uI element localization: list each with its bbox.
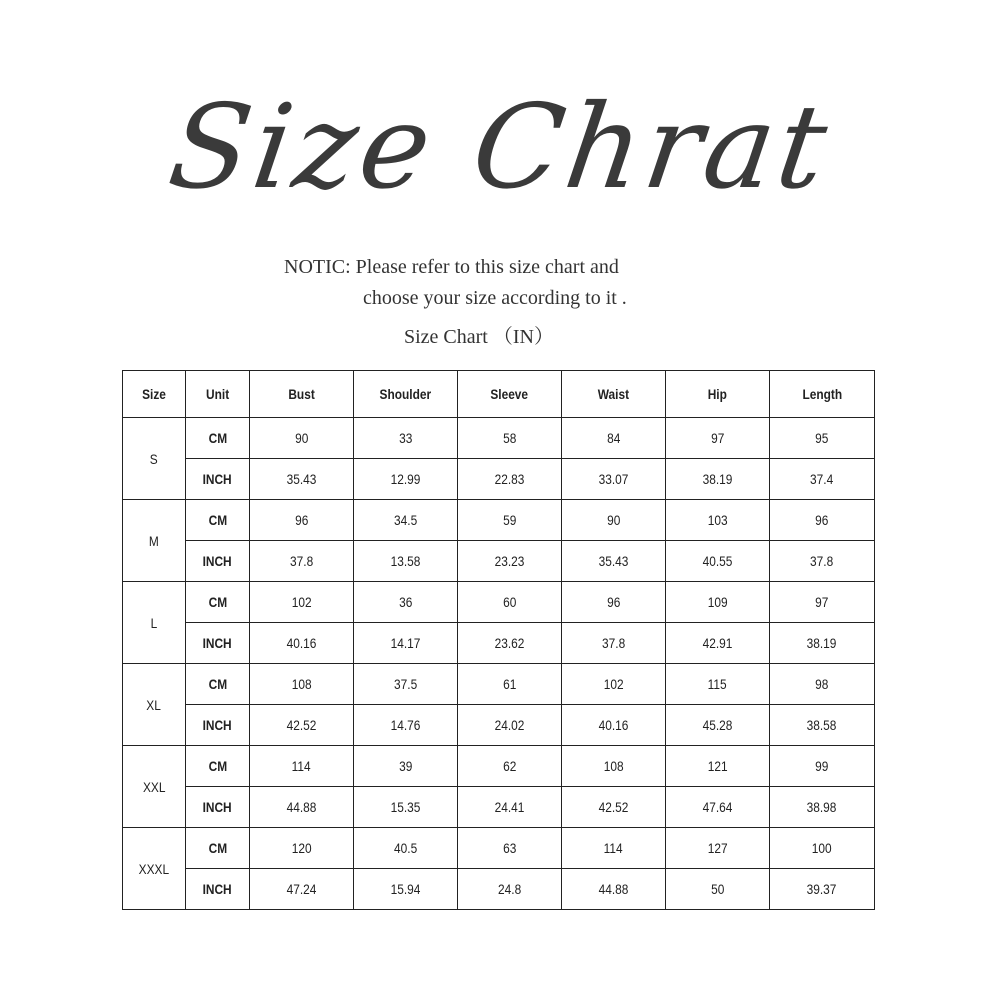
- value-cell: 37.5: [354, 664, 458, 705]
- header-shoulder: Shoulder: [354, 371, 458, 418]
- table-row: [123, 664, 875, 705]
- value-cell: 23.62: [458, 623, 562, 664]
- value-cell: 12.99: [354, 459, 458, 500]
- value-cell: 34.5: [354, 500, 458, 541]
- value-cell: 39: [354, 746, 458, 787]
- header-hip: Hip: [666, 371, 770, 418]
- unit-cell: CM: [186, 582, 250, 623]
- value-cell: 37.8: [770, 541, 875, 582]
- value-cell: 15.94: [354, 869, 458, 910]
- value-cell: 47.64: [666, 787, 770, 828]
- value-cell: 38.19: [770, 623, 875, 664]
- value-cell: 84: [562, 418, 666, 459]
- value-cell: 50: [666, 869, 770, 910]
- table-row: [123, 787, 875, 828]
- value-cell: 42.52: [562, 787, 666, 828]
- value-cell: 60: [458, 582, 562, 623]
- table-row: [123, 418, 875, 459]
- header-waist: Waist: [562, 371, 666, 418]
- value-cell: 44.88: [250, 787, 354, 828]
- unit-cell: INCH: [186, 459, 250, 500]
- value-cell: 102: [562, 664, 666, 705]
- value-cell: 59: [458, 500, 562, 541]
- value-cell: 121: [666, 746, 770, 787]
- value-cell: 42.91: [666, 623, 770, 664]
- value-cell: 97: [770, 582, 875, 623]
- table-body: [123, 418, 875, 910]
- header-sleeve: Sleeve: [458, 371, 562, 418]
- value-cell: 38.19: [666, 459, 770, 500]
- value-cell: 40.55: [666, 541, 770, 582]
- value-cell: 42.52: [250, 705, 354, 746]
- header-bust: Bust: [250, 371, 354, 418]
- size-cell: XXXL: [123, 828, 186, 910]
- unit-cell: CM: [186, 828, 250, 869]
- value-cell: 23.23: [458, 541, 562, 582]
- unit-cell: INCH: [186, 541, 250, 582]
- page-title: Size Chrat: [161, 80, 839, 215]
- value-cell: 108: [250, 664, 354, 705]
- size-cell: L: [123, 582, 186, 664]
- size-cell: S: [123, 418, 186, 500]
- table-row: [123, 869, 875, 910]
- header-unit: Unit: [186, 371, 250, 418]
- value-cell: 127: [666, 828, 770, 869]
- value-cell: 44.88: [562, 869, 666, 910]
- table-row: [123, 746, 875, 787]
- value-cell: 36: [354, 582, 458, 623]
- value-cell: 40.16: [250, 623, 354, 664]
- size-cell: XXL: [123, 746, 186, 828]
- value-cell: 14.17: [354, 623, 458, 664]
- size-chart-unit-label: Size Chart （IN）: [404, 326, 554, 348]
- value-cell: 45.28: [666, 705, 770, 746]
- unit-cell: INCH: [186, 869, 250, 910]
- value-cell: 13.58: [354, 541, 458, 582]
- value-cell: 47.24: [250, 869, 354, 910]
- unit-cell: INCH: [186, 705, 250, 746]
- size-cell: M: [123, 500, 186, 582]
- value-cell: 95: [770, 418, 875, 459]
- value-cell: 97: [666, 418, 770, 459]
- value-cell: 98: [770, 664, 875, 705]
- size-chart-table: [122, 370, 875, 910]
- value-cell: 14.76: [354, 705, 458, 746]
- unit-cell: CM: [186, 664, 250, 705]
- table-row: [123, 705, 875, 746]
- size-cell: XL: [123, 664, 186, 746]
- value-cell: 96: [250, 500, 354, 541]
- value-cell: 38.98: [770, 787, 875, 828]
- value-cell: 24.8: [458, 869, 562, 910]
- table-row: [123, 500, 875, 541]
- value-cell: 90: [562, 500, 666, 541]
- unit-cell: CM: [186, 746, 250, 787]
- table-row: [123, 582, 875, 623]
- value-cell: 114: [562, 828, 666, 869]
- value-cell: 22.83: [458, 459, 562, 500]
- value-cell: 90: [250, 418, 354, 459]
- value-cell: 35.43: [562, 541, 666, 582]
- table-header-row: [123, 371, 875, 418]
- value-cell: 24.02: [458, 705, 562, 746]
- value-cell: 96: [770, 500, 875, 541]
- value-cell: 33.07: [562, 459, 666, 500]
- table-row: [123, 623, 875, 664]
- header-length: Length: [770, 371, 875, 418]
- unit-cell: CM: [186, 418, 250, 459]
- value-cell: 114: [250, 746, 354, 787]
- value-cell: 35.43: [250, 459, 354, 500]
- notice-text-line-1: NOTIC: Please refer to this size chart and: [284, 256, 619, 278]
- table-row: [123, 459, 875, 500]
- value-cell: 39.37: [770, 869, 875, 910]
- value-cell: 102: [250, 582, 354, 623]
- unit-cell: CM: [186, 500, 250, 541]
- value-cell: 115: [666, 664, 770, 705]
- value-cell: 96: [562, 582, 666, 623]
- value-cell: 37.8: [250, 541, 354, 582]
- value-cell: 24.41: [458, 787, 562, 828]
- value-cell: 40.16: [562, 705, 666, 746]
- value-cell: 61: [458, 664, 562, 705]
- value-cell: 15.35: [354, 787, 458, 828]
- value-cell: 33: [354, 418, 458, 459]
- value-cell: 103: [666, 500, 770, 541]
- value-cell: 120: [250, 828, 354, 869]
- value-cell: 99: [770, 746, 875, 787]
- value-cell: 37.8: [562, 623, 666, 664]
- value-cell: 38.58: [770, 705, 875, 746]
- value-cell: 62: [458, 746, 562, 787]
- table-row: [123, 828, 875, 869]
- header-size: Size: [123, 371, 186, 418]
- notice-text-line-2: choose your size according to it .: [363, 287, 627, 309]
- value-cell: 40.5: [354, 828, 458, 869]
- value-cell: 109: [666, 582, 770, 623]
- value-cell: 63: [458, 828, 562, 869]
- value-cell: 37.4: [770, 459, 875, 500]
- table-row: [123, 541, 875, 582]
- unit-cell: INCH: [186, 787, 250, 828]
- value-cell: 58: [458, 418, 562, 459]
- unit-cell: INCH: [186, 623, 250, 664]
- value-cell: 100: [770, 828, 875, 869]
- value-cell: 108: [562, 746, 666, 787]
